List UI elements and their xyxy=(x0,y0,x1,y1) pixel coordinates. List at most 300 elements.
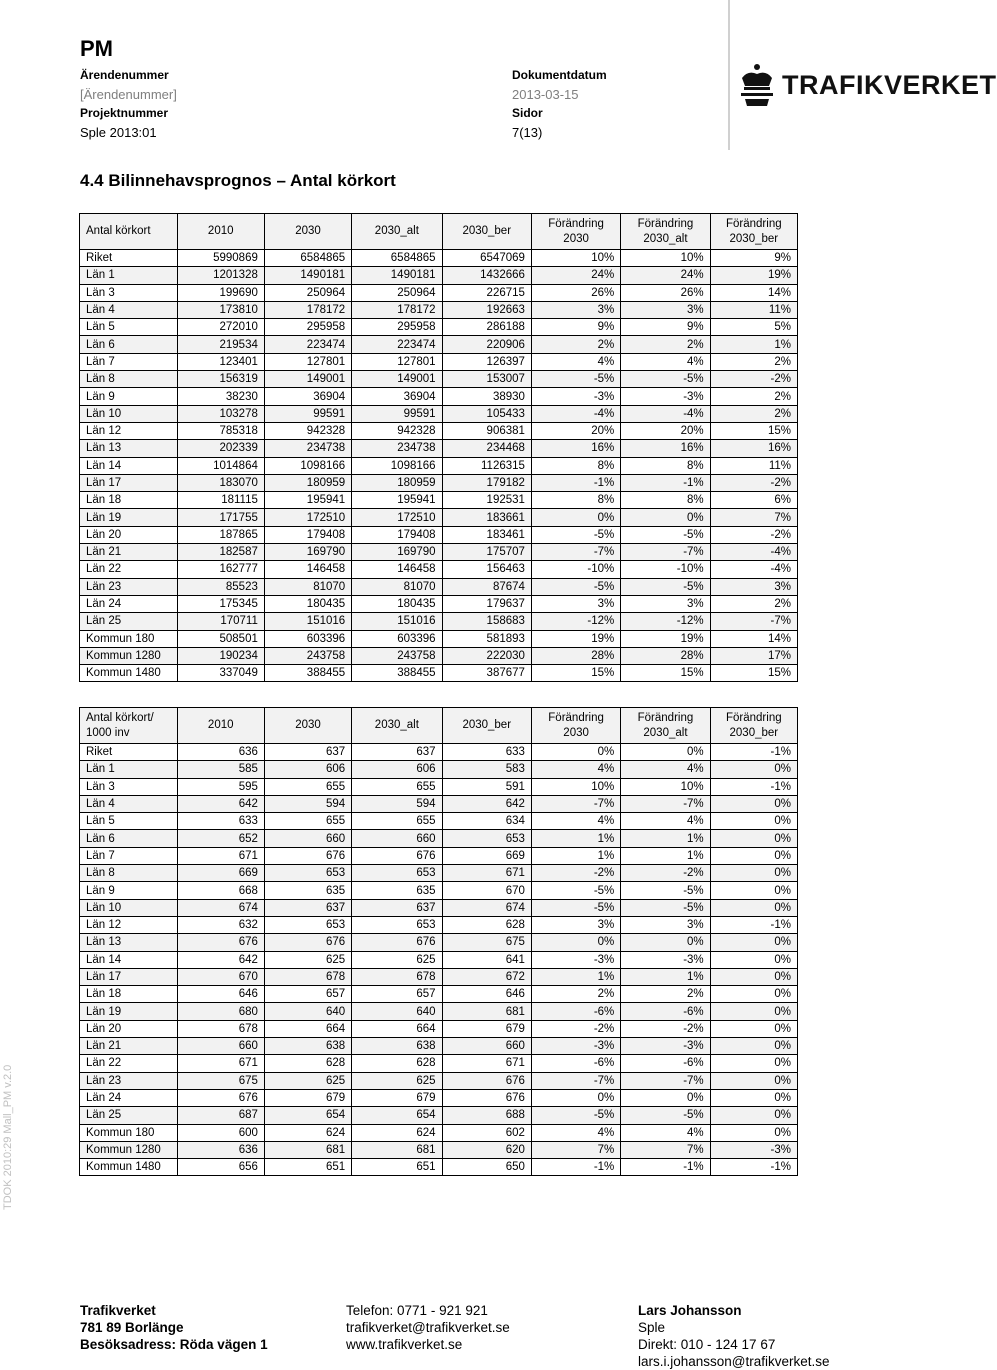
table-cell: 646 xyxy=(442,986,531,1003)
table-cell: 656 xyxy=(177,1159,264,1176)
table-cell: 0% xyxy=(710,1020,797,1037)
table-cell: 99591 xyxy=(264,405,351,422)
table-cell: 1% xyxy=(621,830,710,847)
table-cell: -5% xyxy=(621,371,710,388)
table-cell: -1% xyxy=(621,1159,710,1176)
table-cell: 625 xyxy=(352,1072,442,1089)
table-cell: 87674 xyxy=(442,578,531,595)
footer-visit: Besöksadress: Röda vägen 1 xyxy=(80,1337,268,1352)
table-cell: 635 xyxy=(352,882,442,899)
column-header: 2030_alt xyxy=(352,214,442,250)
table-row xyxy=(80,1038,798,1055)
table-cell: 637 xyxy=(264,899,351,916)
row-label: Län 6 xyxy=(80,336,178,353)
table-cell: 16% xyxy=(531,440,620,457)
table-cell: 1201328 xyxy=(177,267,264,284)
table-cell: 3% xyxy=(621,595,710,612)
table-cell: 4% xyxy=(621,761,710,778)
table-cell: 0% xyxy=(710,761,797,778)
table-row xyxy=(80,457,798,474)
table-cell: 660 xyxy=(177,1038,264,1055)
table-cell: 195941 xyxy=(352,492,442,509)
table-cell: 24% xyxy=(621,267,710,284)
document-type: PM xyxy=(80,36,113,61)
footer-email[interactable]: trafikverket@trafikverket.se xyxy=(346,1320,510,1335)
table-cell: 151016 xyxy=(264,613,351,630)
table-row xyxy=(80,371,798,388)
table-cell: 20% xyxy=(621,422,710,439)
table-cell: 635 xyxy=(264,882,351,899)
table-cell: 640 xyxy=(352,1003,442,1020)
table-cell: 646 xyxy=(177,986,264,1003)
table-cell: 85523 xyxy=(177,578,264,595)
row-label: Län 14 xyxy=(80,457,178,474)
table-cell: -1% xyxy=(710,1159,797,1176)
table-row xyxy=(80,968,798,985)
table-cell: 151016 xyxy=(352,613,442,630)
table-cell: 660 xyxy=(264,830,351,847)
table-cell: 183661 xyxy=(442,509,531,526)
table-cell: 671 xyxy=(442,865,531,882)
table-cell: 4% xyxy=(531,813,620,830)
table-cell: 223474 xyxy=(264,336,351,353)
table-cell: 8% xyxy=(621,492,710,509)
table-cell: 0% xyxy=(710,1107,797,1124)
table-cell: 8% xyxy=(531,457,620,474)
table-cell: -6% xyxy=(621,1003,710,1020)
table-cell: 633 xyxy=(177,813,264,830)
table-cell: 250964 xyxy=(352,284,442,301)
table-cell: 1% xyxy=(531,968,620,985)
table-cell: 678 xyxy=(352,968,442,985)
table-cell: 199690 xyxy=(177,284,264,301)
table-cell: 2% xyxy=(710,405,797,422)
table-cell: 175345 xyxy=(177,595,264,612)
table-cell: 4% xyxy=(531,353,620,370)
table-row xyxy=(80,440,798,457)
table-cell: 220906 xyxy=(442,336,531,353)
table-cell: 583 xyxy=(442,761,531,778)
footer-direct: Direkt: 010 - 124 17 67 xyxy=(638,1337,776,1352)
table-row xyxy=(80,405,798,422)
table-cell: 286188 xyxy=(442,319,531,336)
row-label: Län 13 xyxy=(80,934,178,951)
table-cell: 171755 xyxy=(177,509,264,526)
row-label: Län 13 xyxy=(80,440,178,457)
table-cell: 178172 xyxy=(352,301,442,318)
table-cell: -5% xyxy=(531,578,620,595)
table-cell: 15% xyxy=(710,665,797,682)
table-cell: -3% xyxy=(531,951,620,968)
row-label: Län 18 xyxy=(80,986,178,1003)
table-cell: 0% xyxy=(710,934,797,951)
table-cell: 0% xyxy=(531,744,620,761)
column-header: 2030_ber xyxy=(442,214,531,250)
table-cell: 195941 xyxy=(264,492,351,509)
table-cell: 6547069 xyxy=(442,250,531,267)
table-cell: 0% xyxy=(621,1089,710,1106)
table-cell: -3% xyxy=(621,388,710,405)
table-row xyxy=(80,595,798,612)
trafikverket-logo xyxy=(738,62,997,108)
row-label: Län 5 xyxy=(80,813,178,830)
table-cell: 4% xyxy=(621,813,710,830)
table-row xyxy=(80,847,798,864)
table-row xyxy=(80,561,798,578)
table-cell: 664 xyxy=(264,1020,351,1037)
table-cell: 156319 xyxy=(177,371,264,388)
table-cell: -1% xyxy=(531,1159,620,1176)
column-header: 2030_alt xyxy=(352,708,442,744)
row-label: Län 8 xyxy=(80,371,178,388)
table-cell: 1098166 xyxy=(264,457,351,474)
table-cell: 15% xyxy=(621,665,710,682)
table-cell: 234738 xyxy=(264,440,351,457)
table-row xyxy=(80,267,798,284)
table-cell: 676 xyxy=(177,1089,264,1106)
table-cell: 19% xyxy=(531,630,620,647)
table-cell: -1% xyxy=(710,744,797,761)
table-cell: 680 xyxy=(177,1003,264,1020)
table-cell: 387677 xyxy=(442,665,531,682)
table-cell: -3% xyxy=(531,388,620,405)
row-label: Riket xyxy=(80,744,178,761)
table-cell: 1490181 xyxy=(264,267,351,284)
table-row xyxy=(80,336,798,353)
row-label: Län 20 xyxy=(80,1020,178,1037)
column-header: Antal körkort xyxy=(80,214,178,250)
template-id xyxy=(0,1050,14,1210)
table-cell: 674 xyxy=(442,899,531,916)
table-cell: 175707 xyxy=(442,544,531,561)
table-cell: 637 xyxy=(352,899,442,916)
row-label: Län 19 xyxy=(80,1003,178,1020)
table-cell: 591 xyxy=(442,778,531,795)
table-cell: 669 xyxy=(442,847,531,864)
section-title: 4.4 Bilinnehavsprognos – Antal körkort xyxy=(80,171,396,190)
table-cell: 181115 xyxy=(177,492,264,509)
table-cell: 508501 xyxy=(177,630,264,647)
table-cell: 28% xyxy=(531,647,620,664)
table-cell: 3% xyxy=(531,595,620,612)
table-cell: 655 xyxy=(352,778,442,795)
row-label: Län 23 xyxy=(80,1072,178,1089)
table-cell: 670 xyxy=(177,968,264,985)
table-cell: -5% xyxy=(531,882,620,899)
table-cell: 676 xyxy=(442,1089,531,1106)
row-label: Län 3 xyxy=(80,284,178,301)
table-cell: -3% xyxy=(621,951,710,968)
table-cell: 36904 xyxy=(352,388,442,405)
korkort-table xyxy=(79,213,798,682)
table-cell: -5% xyxy=(531,899,620,916)
table-cell: 28% xyxy=(621,647,710,664)
table-cell: 8% xyxy=(531,492,620,509)
table-cell: 0% xyxy=(710,1089,797,1106)
column-header: 2030 xyxy=(264,708,351,744)
table-cell: 0% xyxy=(710,813,797,830)
table-cell: 183070 xyxy=(177,474,264,491)
row-label: Län 8 xyxy=(80,865,178,882)
table-cell: 942328 xyxy=(264,422,351,439)
table-cell: -10% xyxy=(531,561,620,578)
table-cell: 295958 xyxy=(352,319,442,336)
projekt-label: Projektnummer xyxy=(80,106,169,120)
table-cell: -7% xyxy=(531,544,620,561)
table-cell: 625 xyxy=(264,1072,351,1089)
table-cell: 628 xyxy=(352,1055,442,1072)
table-cell: 0% xyxy=(710,899,797,916)
table-cell: 3% xyxy=(710,578,797,595)
table-cell: -5% xyxy=(531,1107,620,1124)
table-cell: 1432666 xyxy=(442,267,531,284)
table-cell: 675 xyxy=(442,934,531,951)
column-header: Förändring 2030 xyxy=(531,214,620,250)
table-cell: 14% xyxy=(710,630,797,647)
table-cell: 632 xyxy=(177,916,264,933)
table-row xyxy=(80,665,798,682)
table-cell: 640 xyxy=(264,1003,351,1020)
sidor-value: 7(13) xyxy=(512,125,543,140)
datum-value: 2013-03-15 xyxy=(512,87,579,102)
table-cell: 9% xyxy=(531,319,620,336)
table-cell: -5% xyxy=(621,578,710,595)
table-cell: 169790 xyxy=(264,544,351,561)
row-label: Kommun 1480 xyxy=(80,1159,178,1176)
table-cell: 0% xyxy=(710,795,797,812)
table-cell: -6% xyxy=(531,1003,620,1020)
table-cell: 4% xyxy=(621,1124,710,1141)
table-cell: 17% xyxy=(710,647,797,664)
table-cell: 653 xyxy=(264,865,351,882)
table-cell: 234468 xyxy=(442,440,531,457)
table-cell: 1% xyxy=(621,847,710,864)
table-cell: -2% xyxy=(710,474,797,491)
column-header: Förändring 2030_ber xyxy=(710,708,797,744)
table-cell: 172510 xyxy=(352,509,442,526)
table-cell: 0% xyxy=(710,865,797,882)
table-cell: 671 xyxy=(442,1055,531,1072)
table-cell: 10% xyxy=(531,250,620,267)
table-cell: 642 xyxy=(177,795,264,812)
table-cell: 2% xyxy=(710,595,797,612)
row-label: Län 25 xyxy=(80,1107,178,1124)
table-cell: 179637 xyxy=(442,595,531,612)
table-cell: 688 xyxy=(442,1107,531,1124)
table-cell: 660 xyxy=(352,830,442,847)
arende-label: Ärendenummer xyxy=(80,68,169,82)
table-cell: 11% xyxy=(710,301,797,318)
table-cell: 16% xyxy=(621,440,710,457)
table-cell: 26% xyxy=(621,284,710,301)
table-cell: 660 xyxy=(442,1038,531,1055)
table-cell: 146458 xyxy=(352,561,442,578)
table-cell: -7% xyxy=(621,544,710,561)
table-cell: 636 xyxy=(177,1141,264,1158)
table-cell: 1% xyxy=(531,847,620,864)
table-cell: 654 xyxy=(264,1107,351,1124)
table-cell: 1% xyxy=(621,968,710,985)
row-label: Kommun 180 xyxy=(80,630,178,647)
table-cell: -5% xyxy=(621,899,710,916)
table-cell: 633 xyxy=(442,744,531,761)
table-row xyxy=(80,1003,798,1020)
header-divider xyxy=(728,0,730,150)
row-label: Län 5 xyxy=(80,319,178,336)
table-cell: -3% xyxy=(531,1038,620,1055)
table-cell: 127801 xyxy=(352,353,442,370)
table-cell: -7% xyxy=(531,795,620,812)
table-row xyxy=(80,250,798,267)
table-cell: 9% xyxy=(621,319,710,336)
footer-phone: Telefon: 0771 - 921 921 xyxy=(346,1303,488,1318)
table-row xyxy=(80,882,798,899)
table-cell: 653 xyxy=(264,916,351,933)
row-label: Län 24 xyxy=(80,1089,178,1106)
row-label: Län 22 xyxy=(80,561,178,578)
footer-postal: 781 89 Borlänge xyxy=(80,1320,184,1335)
table-row xyxy=(80,813,798,830)
row-label: Kommun 180 xyxy=(80,1124,178,1141)
projekt-value: Sple 2013:01 xyxy=(80,125,157,140)
table-cell: 625 xyxy=(264,951,351,968)
row-label: Län 14 xyxy=(80,951,178,968)
row-label: Riket xyxy=(80,250,178,267)
table-cell: 671 xyxy=(177,1055,264,1072)
table-cell: 178172 xyxy=(264,301,351,318)
table-cell: 638 xyxy=(264,1038,351,1055)
table-cell: 243758 xyxy=(352,647,442,664)
table-cell: 654 xyxy=(352,1107,442,1124)
table-cell: 624 xyxy=(264,1124,351,1141)
table-cell: 123401 xyxy=(177,353,264,370)
table-cell: 1% xyxy=(710,336,797,353)
table-cell: 187865 xyxy=(177,526,264,543)
table-cell: 162777 xyxy=(177,561,264,578)
table-cell: 10% xyxy=(621,250,710,267)
column-header: 2030 xyxy=(264,214,351,250)
table-cell: 0% xyxy=(710,1003,797,1020)
table-cell: 20% xyxy=(531,422,620,439)
table-cell: 603396 xyxy=(352,630,442,647)
row-label: Län 19 xyxy=(80,509,178,526)
table-cell: 0% xyxy=(710,1072,797,1089)
table-cell: 676 xyxy=(352,934,442,951)
row-label: Kommun 1480 xyxy=(80,665,178,682)
table-row xyxy=(80,1072,798,1089)
table-cell: 202339 xyxy=(177,440,264,457)
table-cell: 0% xyxy=(531,1089,620,1106)
table-cell: 3% xyxy=(531,301,620,318)
table-cell: 594 xyxy=(264,795,351,812)
column-header: 2030_ber xyxy=(442,708,531,744)
table-cell: 26% xyxy=(531,284,620,301)
table-cell: -10% xyxy=(621,561,710,578)
table-cell: 906381 xyxy=(442,422,531,439)
table-cell: -5% xyxy=(621,882,710,899)
table-cell: 24% xyxy=(531,267,620,284)
table-cell: 169790 xyxy=(352,544,442,561)
table-cell: -4% xyxy=(710,544,797,561)
table-cell: 127801 xyxy=(264,353,351,370)
korkort-per-1000-table xyxy=(79,707,798,1176)
row-label: Län 1 xyxy=(80,267,178,284)
table-cell: 14% xyxy=(710,284,797,301)
table-cell: 603396 xyxy=(264,630,351,647)
table-cell: 4% xyxy=(531,761,620,778)
table-cell: 9% xyxy=(710,250,797,267)
footer-org: Trafikverket xyxy=(80,1303,156,1318)
table-cell: -3% xyxy=(621,1038,710,1055)
table-cell: 219534 xyxy=(177,336,264,353)
table-cell: 170711 xyxy=(177,613,264,630)
table-cell: 676 xyxy=(264,847,351,864)
footer-contact xyxy=(346,1302,510,1353)
table-cell: 0% xyxy=(621,934,710,951)
table-cell: 149001 xyxy=(352,371,442,388)
datum-label: Dokumentdatum xyxy=(512,68,607,82)
table-cell: 657 xyxy=(352,986,442,1003)
table-cell: 0% xyxy=(710,986,797,1003)
table-cell: 687 xyxy=(177,1107,264,1124)
table-cell: -2% xyxy=(531,865,620,882)
row-label: Län 7 xyxy=(80,847,178,864)
table-cell: -5% xyxy=(621,1107,710,1124)
table-cell: 651 xyxy=(264,1159,351,1176)
table-row xyxy=(80,1124,798,1141)
table-cell: 670 xyxy=(442,882,531,899)
table-cell: 0% xyxy=(710,1124,797,1141)
footer-person-email[interactable]: lars.i.johansson@trafikverket.se xyxy=(638,1354,830,1369)
template-id-text: TDOK 2010:29 Mall_PM v.2.0 xyxy=(2,1064,14,1210)
table-cell: -5% xyxy=(531,526,620,543)
table-cell: 2% xyxy=(531,336,620,353)
table-cell: 0% xyxy=(710,882,797,899)
table-cell: 653 xyxy=(352,916,442,933)
table-cell: 3% xyxy=(531,916,620,933)
column-header: 2010 xyxy=(177,708,264,744)
table-cell: 681 xyxy=(352,1141,442,1158)
table-cell: -5% xyxy=(531,371,620,388)
table-row xyxy=(80,509,798,526)
table-cell: 0% xyxy=(710,951,797,968)
table-cell: 36904 xyxy=(264,388,351,405)
footer-address xyxy=(80,1302,268,1353)
table-cell: 183461 xyxy=(442,526,531,543)
table-cell: 0% xyxy=(710,1038,797,1055)
row-label: Län 22 xyxy=(80,1055,178,1072)
row-label: Län 4 xyxy=(80,795,178,812)
row-label: Län 6 xyxy=(80,830,178,847)
column-header: Antal körkort/ 1000 inv xyxy=(80,708,178,744)
table-cell: 223474 xyxy=(352,336,442,353)
table-cell: 388455 xyxy=(264,665,351,682)
table-cell: 681 xyxy=(442,1003,531,1020)
table-cell: 674 xyxy=(177,899,264,916)
footer-web[interactable]: www.trafikverket.se xyxy=(346,1337,463,1352)
column-header: Förändring 2030_alt xyxy=(621,708,710,744)
arende-value: [Ärendenummer] xyxy=(80,87,177,102)
row-label: Län 1 xyxy=(80,761,178,778)
table-cell: -7% xyxy=(621,1072,710,1089)
table-row xyxy=(80,795,798,812)
table-cell: 388455 xyxy=(352,665,442,682)
table-cell: 0% xyxy=(710,830,797,847)
table-cell: 581893 xyxy=(442,630,531,647)
table-cell: 636 xyxy=(177,744,264,761)
table-cell: 105433 xyxy=(442,405,531,422)
row-label: Län 12 xyxy=(80,916,178,933)
